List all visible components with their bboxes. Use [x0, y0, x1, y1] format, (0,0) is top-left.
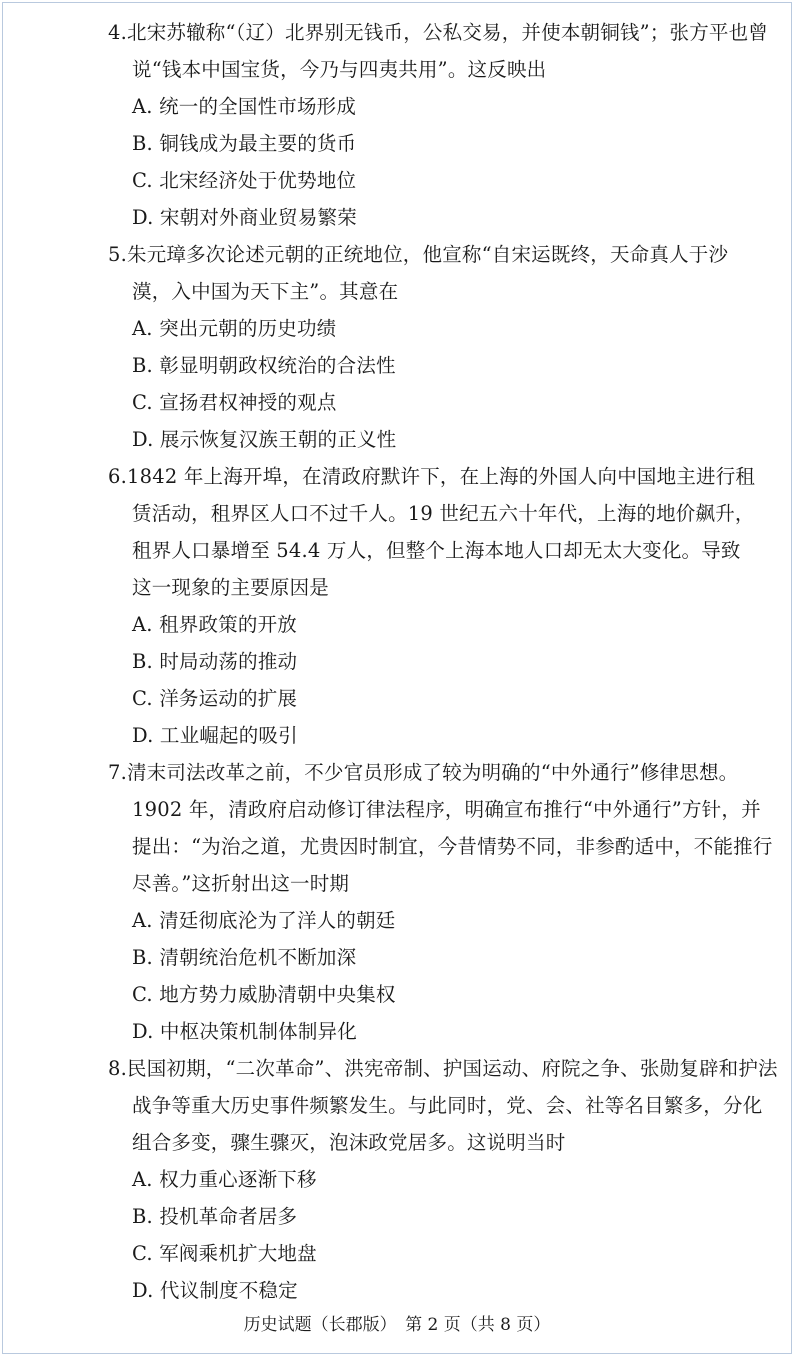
- question-6: [108, 458, 788, 754]
- question-8-stem-line-2: 战争等重大历史事件频繁发生。与此同时，党、会、社等名目繁多，分化: [132, 1094, 763, 1117]
- question-6-stem-line-4: 这一现象的主要原因是: [132, 576, 330, 599]
- question-5: [108, 236, 788, 458]
- question-4-option-c[interactable]: C. 北宋经济处于优势地位: [132, 169, 357, 192]
- question-5-stem-line-2: 漠，入中国为天下主”。其意在: [132, 280, 399, 303]
- question-6-stem-line-1: 6.1842 年上海开埠，在清政府默许下，在上海的外国人向中国地主进行租: [108, 465, 756, 488]
- question-4-option-d[interactable]: D. 宋朝对外商业贸易繁荣: [132, 206, 357, 229]
- question-8-option-c[interactable]: C. 军阀乘机扩大地盘: [132, 1242, 317, 1265]
- page-footer: 历史试题（长郡版） 第 2 页（共 8 页）: [243, 1315, 551, 1335]
- question-7-option-b[interactable]: B. 清朝统治危机不断加深: [132, 946, 357, 969]
- question-7-option-a[interactable]: A. 清廷彻底沦为了洋人的朝廷: [132, 909, 396, 932]
- question-4-stem-line-2: 说“钱本中国宝货，今乃与四夷共用”。这反映出: [132, 58, 547, 81]
- question-8-stem-line-1: 8.民国初期，“二次革命”、洪宪帝制、护国运动、府院之争、张勋复辟和护法: [108, 1057, 778, 1080]
- question-list: [108, 14, 788, 1309]
- question-8: [108, 1050, 788, 1309]
- question-6-stem-line-2: 赁活动，租界区人口不过千人。19 世纪五六十年代，上海的地价飙升，: [132, 502, 755, 525]
- question-7-stem-line-2: 1902 年，清政府启动修订律法程序，明确宣布推行“中外通行”方针，并: [132, 798, 761, 821]
- question-6-stem-line-3: 租界人口暴增至 54.4 万人，但整个上海本地人口却无太大变化。导致: [132, 539, 741, 562]
- question-7-stem-line-3: 提出：“为治之道，尤贵因时制宜，今昔情势不同，非参酌适中，不能推行: [132, 835, 773, 858]
- question-8-option-b[interactable]: B. 投机革命者居多: [132, 1205, 298, 1228]
- question-4-stem-line-1: 4.北宋苏辙称“（辽）北界别无钱币，公私交易，并使本朝铜钱”；张方平也曾: [108, 21, 768, 44]
- question-4-option-a[interactable]: A. 统一的全国性市场形成: [132, 95, 357, 118]
- question-7-stem-line-1: 7.清末司法改革之前，不少官员形成了较为明确的“中外通行”修律思想。: [108, 761, 739, 784]
- question-7: [108, 754, 788, 1050]
- question-6-option-a[interactable]: A. 租界政策的开放: [132, 613, 297, 636]
- question-8-stem-line-3: 组合多变，骤生骤灭，泡沫政党居多。这说明当时: [132, 1131, 566, 1154]
- question-7-stem-line-4: 尽善。”这折射出这一时期: [132, 872, 350, 895]
- question-5-option-a[interactable]: A. 突出元朝的历史功绩: [132, 317, 337, 340]
- question-8-option-a[interactable]: A. 权力重心逐渐下移: [132, 1168, 317, 1191]
- question-5-option-b[interactable]: B. 彰显明朝政权统治的合法性: [132, 354, 396, 377]
- question-7-option-c[interactable]: C. 地方势力威胁清朝中央集权: [132, 983, 396, 1006]
- question-4-option-b[interactable]: B. 铜钱成为最主要的货币: [132, 132, 357, 155]
- question-6-option-b[interactable]: B. 时局动荡的推动: [132, 650, 298, 673]
- question-6-option-c[interactable]: C. 洋务运动的扩展: [132, 687, 298, 710]
- question-6-option-d[interactable]: D. 工业崛起的吸引: [132, 724, 298, 747]
- question-8-option-d[interactable]: D. 代议制度不稳定: [132, 1279, 298, 1302]
- question-4: [108, 14, 788, 236]
- question-7-option-d[interactable]: D. 中枢决策机制体制异化: [132, 1020, 357, 1043]
- question-5-stem-line-1: 5.朱元璋多次论述元朝的正统地位，他宣称“自宋运既终，天命真人于沙: [108, 243, 729, 266]
- question-5-option-c[interactable]: C. 宣扬君权神授的观点: [132, 391, 337, 414]
- question-5-option-d[interactable]: D. 展示恢复汉族王朝的正义性: [132, 428, 397, 451]
